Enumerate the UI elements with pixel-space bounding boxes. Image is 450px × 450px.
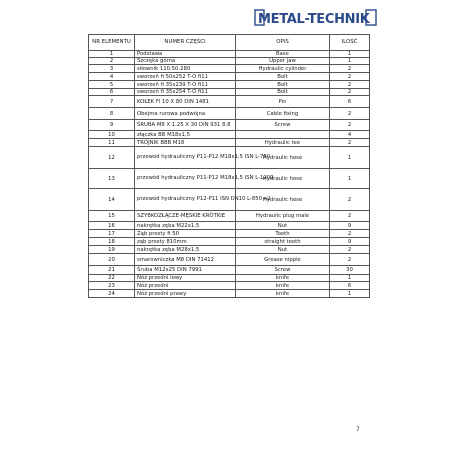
header-nr: NR ELEMENTU [89, 35, 135, 51]
cell-part-name: przewód hydrauliczny P11-P12 M18x1,5 ISN L-750 [135, 147, 236, 169]
cell-nr: 3 [89, 65, 135, 73]
cell-description: Hydraulic cylinder [236, 65, 330, 73]
cell-description: Bolt [236, 73, 330, 81]
cell-quantity: 1 [330, 51, 370, 58]
cell-quantity: 2 [330, 73, 370, 81]
cell-description: Hydraulic hose [236, 189, 330, 211]
cell-part-name: Nóż przedni prawy [135, 290, 236, 298]
cell-quantity: 2 [330, 230, 370, 238]
cell-part-name: nakrętka zęba M28x1,5 [135, 246, 236, 254]
cell-nr: 10 [89, 131, 135, 139]
cell-quantity: 1 [330, 290, 370, 298]
cell-nr: 16 [89, 222, 135, 230]
cell-nr: 6 [89, 89, 135, 96]
table-row [89, 96, 370, 108]
table-row [89, 108, 370, 120]
cell-nr: 11 [89, 139, 135, 147]
logo-text: METAL-TECHNIK [258, 12, 370, 27]
table-row [89, 139, 370, 147]
parts-table [88, 34, 370, 298]
table-row [89, 131, 370, 139]
table-row [89, 238, 370, 246]
cell-nr: 21 [89, 266, 135, 275]
cell-description: Nut [236, 222, 330, 230]
cell-quantity: 2 [330, 189, 370, 211]
cell-description: Hydraulic hose [236, 147, 330, 169]
cell-description: straight tooth [236, 238, 330, 246]
cell-nr: 18 [89, 238, 135, 246]
table-row [89, 65, 370, 73]
table-row [89, 169, 370, 189]
company-logo [254, 6, 378, 30]
table-row [89, 89, 370, 96]
cell-quantity: 2 [330, 246, 370, 254]
cell-description: Grease nipple [236, 254, 330, 266]
cell-part-name: złączka BB M18x1,5 [135, 131, 236, 139]
table-row [89, 120, 370, 131]
cell-part-name: siłownik 110.50.280 [135, 65, 236, 73]
cell-description: Hydraulic tee [236, 139, 330, 147]
table-row [89, 266, 370, 275]
header-qty: ILOŚĆ [330, 35, 370, 51]
cell-part-name: przewód hydrauliczny P11-P12 M18x1,5 ISN L-1200 [135, 169, 236, 189]
cell-part-name: sworzeń fi 35x239 T-O fi11 [135, 81, 236, 89]
cell-nr: 22 [89, 275, 135, 282]
cell-nr: 7 [89, 96, 135, 108]
cell-part-name: Podstawa [135, 51, 236, 58]
cell-description: Cable fixing [236, 108, 330, 120]
cell-nr: 23 [89, 282, 135, 290]
cell-nr: 9 [89, 120, 135, 131]
cell-quantity: 1 [330, 169, 370, 189]
cell-nr: 2 [89, 58, 135, 65]
cell-nr: 17 [89, 230, 135, 238]
cell-nr: 15 [89, 211, 135, 222]
cell-part-name: Nóż przedni lewy [135, 275, 236, 282]
cell-part-name: ŚRUBA M8 X 1.25 X 30 DIN 931 8.8 [135, 120, 236, 131]
table-row [89, 282, 370, 290]
cell-part-name: Obejma rurowa podwójna [135, 108, 236, 120]
table-row [89, 222, 370, 230]
logo-mark [254, 6, 378, 30]
cell-part-name: TRÓJNIK BBB M18 [135, 139, 236, 147]
table-row [89, 275, 370, 282]
cell-quantity: 2 [330, 81, 370, 89]
cell-description: knife [236, 275, 330, 282]
cell-quantity: 2 [330, 108, 370, 120]
cell-nr: 1 [89, 51, 135, 58]
cell-nr: 4 [89, 73, 135, 81]
cell-description: Hydraulic plug male [236, 211, 330, 222]
table-header-row [89, 35, 370, 51]
cell-quantity: 2 [330, 254, 370, 266]
cell-description: Bolt [236, 89, 330, 96]
cell-quantity: 1 [330, 58, 370, 65]
cell-nr: 20 [89, 254, 135, 266]
cell-description: Nut [236, 246, 330, 254]
cell-description: knife [236, 290, 330, 298]
cell-description: Pin [236, 96, 330, 108]
cell-quantity: 2 [330, 120, 370, 131]
table-row [89, 58, 370, 65]
cell-nr: 24 [89, 290, 135, 298]
cell-part-name: Śruba M12x25 DIN 7991 [135, 266, 236, 275]
cell-part-name: Szczęka górna [135, 58, 236, 65]
cell-nr: 8 [89, 108, 135, 120]
cell-quantity: 1 [330, 275, 370, 282]
cell-description: Upper jaw [236, 58, 330, 65]
cell-description: knife [236, 282, 330, 290]
table-row [89, 290, 370, 298]
cell-description: Tooth [236, 230, 330, 238]
table-row [89, 211, 370, 222]
cell-quantity: 6 [330, 96, 370, 108]
cell-part-name: Nóż przedni [135, 282, 236, 290]
table-row [89, 189, 370, 211]
header-name: NUMER CZĘŚCI [135, 35, 236, 51]
cell-part-name: ząb prosty 810mm [135, 238, 236, 246]
cell-quantity: 2 [330, 89, 370, 96]
cell-part-name: KOŁEK Fl 10 X 80 DIN 1481 [135, 96, 236, 108]
cell-description [236, 131, 330, 139]
cell-description: Screw [236, 266, 330, 275]
header-desc: OPIS [236, 35, 330, 51]
cell-nr: 5 [89, 81, 135, 89]
cell-description: Base [236, 51, 330, 58]
cell-part-name: SZYBKOZŁĄCZE-MĘSKIE KRÓTKIE [135, 211, 236, 222]
cell-quantity: 2 [330, 65, 370, 73]
cell-part-name: sworzeń fi 50x252 T-O fi11 [135, 73, 236, 81]
cell-quantity: 2 [330, 139, 370, 147]
cell-nr: 12 [89, 147, 135, 169]
cell-quantity: 2 [330, 211, 370, 222]
cell-description: Hydraulic hose [236, 169, 330, 189]
table-row [89, 51, 370, 58]
cell-description: Bolt [236, 81, 330, 89]
cell-part-name: Ząb prosty fi 50 [135, 230, 236, 238]
cell-description: Screw [236, 120, 330, 131]
table-row [89, 147, 370, 169]
cell-nr: 19 [89, 246, 135, 254]
table-row [89, 73, 370, 81]
cell-part-name: smarowniczka M8 DIN 71412 [135, 254, 236, 266]
cell-quantity: 9 [330, 238, 370, 246]
cell-nr: 13 [89, 169, 135, 189]
cell-quantity: 6 [330, 282, 370, 290]
cell-part-name: nakrętka zęba M22x1,5 [135, 222, 236, 230]
cell-part-name: przewód hydrauliczny P12-P11 ISN DN10 L-850 n2 [135, 189, 236, 211]
cell-quantity: 30 [330, 266, 370, 275]
cell-nr: 14 [89, 189, 135, 211]
cell-part-name: sworzeń fi 35x254 T-O fi11 [135, 89, 236, 96]
parts-table-body [89, 51, 370, 298]
cell-quantity: 4 [330, 131, 370, 139]
cell-quantity: 9 [330, 222, 370, 230]
cell-quantity: 1 [330, 147, 370, 169]
table-row [89, 230, 370, 238]
table-row [89, 246, 370, 254]
table-row [89, 81, 370, 89]
page-number: 7 [356, 427, 360, 433]
table-row [89, 254, 370, 266]
